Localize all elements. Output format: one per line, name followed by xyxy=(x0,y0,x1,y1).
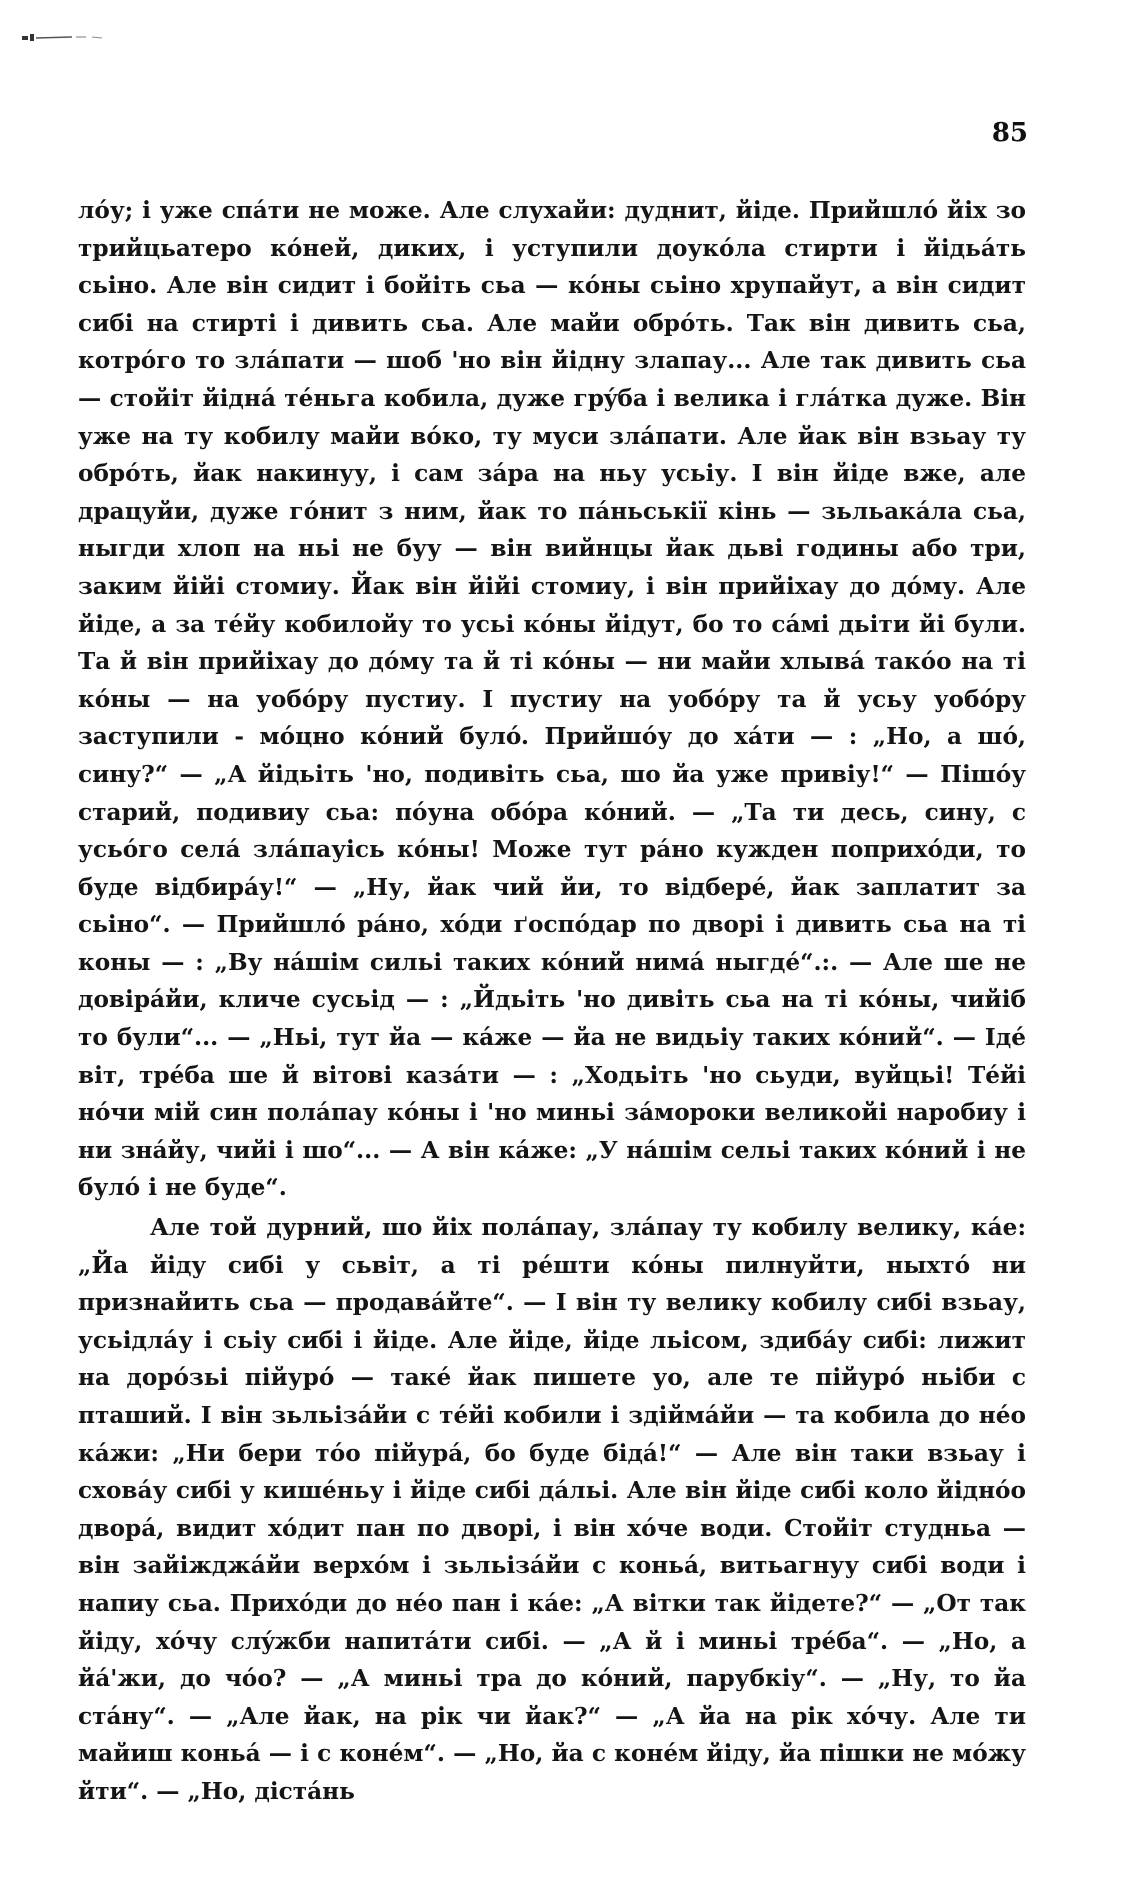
scan-artifact-mark xyxy=(22,30,142,44)
body-text xyxy=(78,192,1026,1811)
paragraph: Але той дурний, шо йіх полáпау, злáпау ту кобилу велику, кáе: „Йа йіду сибі у сьвіт, а ті рéшти кóны пилнуйти, ныхтó ни признайить сьа — продавáйте“. — І він ту велику кобилу сибі взьау, усьідлáу і сьіу сибі і йіде. Але йіде, йіде льісом, здибáу сибі: лижит на дорóзьі пійурó — такé йак пишете уо, але те пійурó ньіби с пташий. І він зьльізáйи с тéйі кобили і здіймáйи — та кобила до нéо кáжи: „Ни бери тóо пійурá, бо буде бідá!“ — Але він таки взьау і сховáу сибі у кишéньу і йіде сибі дáльі. Але він йіде сибі коло йіднóо дворá, видит хóдит пан по дворі, і він хóче води. Стойіт студньа — він зайіжджáйи верхóм і зьльізáйи с коньá, витьагнуу сибі води і напиу сьа. Прихóди до нéо пан і кáе: „А вітки так йідете?“ — „От так йіду, хóчу слýжби напитáти сибі. — „А й і миньі трéба“. — „Но, а йá'жи, до чóо? — „А миньі тра до кóний, парубкіу“. — „Ну, то йа стáну“. — „Але йак, на рік чи йак?“ — „А йа на рік хóчу. Але ти майиш коньá — і с конéм“. — „Но, йа с конéм йіду, йа пішки не мóжу йти“. — „Но, дістáнь xyxy=(78,1214,1026,1805)
page-number: 85 xyxy=(991,118,1028,148)
paragraph: лóу; і уже спáти не може. Але слухайи: дуднит, йіде. Прийшлó йіх зо трийцьатеро кóней, диких, і уступили доукóла стирти і йідьáть сьіно. Але він сидит і бойіть сьа — кóны сьіно хрупайут, а він сидит сибі на стирті і дивить сьа. Але майи обрóть. Так він дивить сьа, котрóго то злáпати — шоб 'но він йідну злапау... Але так дивить сьа — стойіт йіднá тéньга кобила, дуже грýба і велика і глáтка дуже. Він уже на ту кобилу майи вóко, ту муси злáпати. Але йак він взьау ту обрóть, йак накинуу, і сам зáра на ньу усьіу. І він йіде вже, але драцуйи, дуже гóнит з ним, йак то пáньськії кінь — зьльакáла сьа, ныгди хлоп на ньі не буу — він вийнцы йак дьві годины або три, заким йійі стомиу. Йак він йійі стомиу, і він прийіхау до дóму. Але йіде, а за тéйу кобилойу то усьі кóны йідут, бо то сáмі дьіти йі були. Та й він прийіхау до дóму та й ті кóны — ни майи хлывá такóо на ті кóны — на уобóру пустиу. І пустиу на уобóру та й усьу уобóру заступили - мóцно кóний булó. Прийшóу до хáти — : „Но, а шó, сину?“ — „А йідьіть 'но, подивіть сьа, шо йа уже привіу!“ — Пішóу старий, подивиу сьа: пóуна обóра кóний. — „Та ти десь, сину, с усьóго селá злáпауісь кóны! Може тут рáно кужден поприхóди, то буде відбирáу!“ — „Ну, йак чий йи, то відберé, йак заплатит за сьіно“. — Прийшлó рáно, хóди ґоспóдар по дворі і дивить сьа на ті коны — : „Ву нáшім сильі таких кóний нимá ныгдé“.:. — Але ше не довірáйи, кличе сусьід — : „Йдьіть 'но дивіть сьа на ті кóны, чийіб то були“... — „Ньі, тут йа — кáже — йа не видьіу таких кóний“. — Ідé віт, трéба ше й вітові казáти — : „Ходьіть 'но сьуди, вуйцьі! Тéйі нóчи мій син полáпау кóны і 'но миньі зáмороки великойі наробиу і ни знáйу, чийі і шо“... — А він кáже: „У нáшім сельі таких кóний і не булó і не буде“. xyxy=(78,197,1026,1202)
